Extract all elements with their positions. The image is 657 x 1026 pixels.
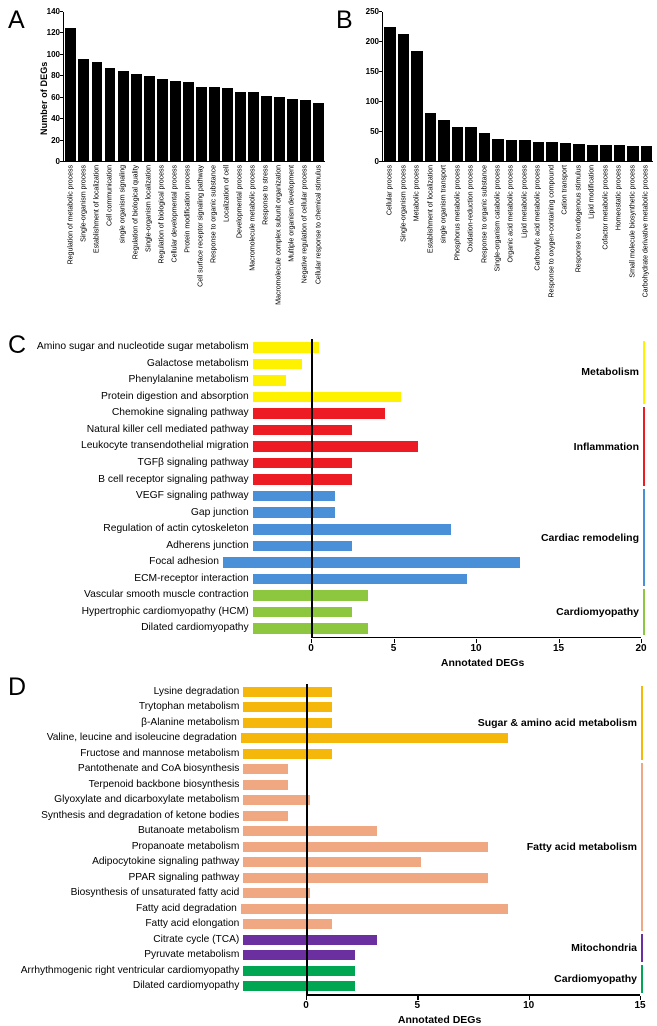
bar (118, 71, 129, 160)
bar-category-label: Hypertrophic cardiomyopathy (HCM) (81, 605, 249, 617)
axis-tick-label: 0 (303, 1000, 309, 1011)
bar-category-label: Glyoxylate and dicarboxylate metabolism (54, 794, 240, 806)
bar-category-label: Terpenoid backbone biosynthesis (88, 778, 240, 790)
bar (274, 97, 285, 161)
panel-b-bars (383, 12, 653, 161)
bar-category-label: Lysine degradation (153, 685, 240, 697)
bar-category-label: Valine, leucine and isoleucine degradation (46, 732, 237, 744)
bar (157, 79, 168, 161)
bar-category-label: Natural killer cell mediated pathway (86, 423, 249, 435)
group-label: Mitochondria (571, 941, 637, 954)
bar-category-label: Fructose and mannose metabolism (80, 747, 240, 759)
axis-tick-label: 10 (523, 1000, 535, 1011)
group-label: Cardiac remodeling (540, 531, 639, 544)
axis-tick-mark (311, 639, 312, 643)
axis-tick-mark (379, 11, 382, 12)
axis-tick-label: 0 (55, 157, 60, 166)
bar (65, 28, 76, 161)
bar-category-label: β-Alanine metabolism (141, 716, 240, 728)
axis-tick-label: 5 (390, 642, 397, 654)
bar-category-label: Fatty acid degradation (136, 902, 237, 914)
axis-tick-mark (60, 118, 63, 119)
bar-category-label: Vascular smooth muscle contraction (84, 589, 249, 601)
bar-category-label: Leukocyte transendothelial migration (80, 440, 249, 452)
panel-a-chart: Number of DEGs 0 20 40 60 80 100 120 140 Regulation of metabolic process Single-organism process Establishment of localization Cell communication single organism signaling Regulation of biological quality Single-organism localization Regulation of biological process Cellular developmental process Protein modification process Cell surface receptor signaling pathway Response to organic substance Localization of cell Developmental process Macromolecule metabolic process Response to stress Macromolecule complex subunit organization Multiple organism development Negative regulation of cellular process Cellular response to chemical stimulus (0, 0, 330, 330)
axis-tick-label: 5 (414, 1000, 421, 1011)
panel-c-chart (0, 330, 657, 670)
bar-category-label: Trytophan metabolism (138, 701, 240, 713)
axis-tick-label: 100 (365, 97, 379, 106)
bar-category-label: Focal adhesion (149, 556, 219, 568)
bar-category-label: Pantothenate and CoA biosynthesis (77, 763, 240, 775)
bar-category-label: Phenylalanine metabolism (128, 374, 249, 386)
bar (248, 92, 259, 161)
axis-tick-mark (559, 639, 560, 643)
y-axis-line (306, 684, 308, 994)
axis-tick-label: 20 (51, 135, 60, 145)
bar (144, 76, 155, 161)
bar-category-label: Gap junction (190, 506, 249, 518)
bar (222, 88, 233, 160)
bar-category-label: Amino sugar and nucleotide sugar metabolism (36, 341, 249, 353)
bar-category-label: B cell receptor signaling pathway (98, 473, 249, 485)
axis-tick-label: 0 (374, 157, 379, 166)
group-bracket (641, 686, 643, 761)
axis-tick-mark (529, 996, 530, 1000)
bar-category-label: Protein digestion and absorption (100, 390, 249, 402)
bar-category-label: Chemokine signaling pathway (111, 407, 249, 419)
bar (452, 127, 463, 161)
bar-category-label: Biosynthesis of unsaturated fatty acid (70, 887, 240, 899)
bar (627, 146, 638, 161)
axis-tick-mark (476, 639, 477, 643)
axis-tick-mark (379, 131, 382, 132)
group-label: Sugar & amino acid metabolism (477, 716, 637, 729)
bar (105, 68, 116, 160)
bar (261, 96, 272, 161)
bar (600, 145, 611, 160)
bar (300, 100, 311, 161)
bar (479, 133, 490, 160)
bar (313, 103, 324, 160)
bar-category-label: ECM-receptor interaction (134, 572, 249, 584)
panel-letter-b: B (336, 6, 353, 34)
axis-tick-mark (379, 41, 382, 42)
bar (560, 143, 571, 160)
bar-category-label: Dilated cardiomyopathy (141, 622, 249, 634)
bar (438, 120, 449, 160)
group-label: Inflammation (573, 440, 639, 453)
x-axis-title: Annotated DEGs (397, 1014, 482, 1026)
axis-tick-mark (60, 97, 63, 98)
axis-tick-label: 100 (46, 49, 60, 59)
bar (465, 127, 476, 160)
bar-category-label: TGFβ signaling pathway (137, 456, 249, 468)
bar (425, 113, 436, 161)
bar (209, 87, 220, 160)
bar (641, 146, 652, 161)
bar (519, 140, 530, 160)
bar (196, 87, 207, 160)
axis-tick-label: 150 (365, 67, 379, 76)
bar (506, 140, 517, 161)
bar-category-label: Adipocytokine signaling pathway (92, 856, 240, 868)
bar (614, 145, 625, 160)
group-bracket (641, 965, 643, 993)
group-bracket (643, 341, 645, 404)
axis-tick-mark (394, 639, 395, 643)
axis-tick-mark (379, 71, 382, 72)
bar (533, 142, 544, 160)
x-axis-line (306, 994, 640, 996)
bar-category-label: Galactose metabolism (146, 357, 249, 369)
axis-tick-label: 60 (51, 92, 60, 102)
group-bracket (643, 489, 645, 585)
panel-a-bars (64, 12, 325, 161)
bar-category-label: Adherens junction (166, 539, 249, 551)
axis-tick-mark (379, 161, 382, 162)
panel-d-chart (0, 672, 657, 1026)
axis-tick-label: 250 (365, 7, 379, 16)
panel-letter-d: D (8, 673, 27, 701)
axis-tick-mark (60, 32, 63, 33)
axis-tick-mark (60, 75, 63, 76)
bar (411, 51, 422, 160)
bar (398, 34, 409, 161)
axis-tick-mark (379, 101, 382, 102)
group-label: Cardiomyopathy (556, 605, 639, 618)
panel-a-y-axis-title: Number of DEGs (39, 61, 49, 135)
bar-category-label: Propanoate metabolism (131, 840, 240, 852)
bar (287, 99, 298, 161)
bar-category-label: Regulation of actin cytoskeleton (103, 523, 249, 535)
bar-category-label: Pyruvate metabolism (144, 949, 240, 961)
bar (235, 92, 246, 161)
bar-category-label: Fatty acid elongation (145, 918, 240, 930)
bar-category-label: VEGF signaling pathway (135, 490, 249, 502)
bar (573, 144, 584, 161)
axis-tick-mark (417, 996, 418, 1000)
bar (131, 74, 142, 161)
axis-tick-mark (60, 161, 63, 162)
axis-tick-label: 15 (634, 1000, 646, 1011)
axis-tick-label: 50 (370, 127, 379, 136)
axis-tick-label: 0 (308, 642, 314, 654)
y-axis-line (311, 339, 313, 637)
bar (492, 139, 503, 160)
axis-tick-label: 10 (470, 642, 482, 654)
axis-tick-mark (60, 54, 63, 55)
group-bracket (641, 934, 643, 962)
axis-tick-label: 40 (51, 114, 60, 124)
group-label: Fatty acid metabolism (526, 840, 637, 853)
bar-category-label: Dilated cardiomyopathy (132, 980, 240, 992)
axis-tick-mark (60, 140, 63, 141)
group-bracket (641, 763, 643, 931)
panel-b-chart: 0 50 100 150 200 250 Cellular process Single-organism process Metabolic process Establishment of localization single organism transport Phosphorus metabolic process Oxidation-reduction process Response to organic substance Single-organism catabolic process Organic acid metabolic process Lipid metabolic process Carboxylic acid metabolic process Response to oxygen-containing compound Cation transport Response to endogenous stimulus Lipid modification Cofactor metabolic process Homeostatic process Small molecule biosynthetic process Carbohydrate derivative metabolic process (330, 0, 657, 330)
axis-tick-mark (306, 996, 307, 1000)
axis-tick-mark (641, 639, 642, 643)
panel-letter-c: C (8, 331, 27, 359)
axis-tick-mark (640, 996, 641, 1000)
group-bracket (643, 407, 645, 487)
bar (92, 62, 103, 161)
x-axis-title: Annotated DEGs (440, 656, 525, 669)
bar (78, 59, 89, 161)
panel-c-axis-area (0, 339, 657, 669)
bar-category-label: PPAR signaling pathway (128, 871, 240, 883)
bar-category-label: Synthesis and degradation of ketone bodies (41, 809, 240, 821)
axis-tick-mark (60, 11, 63, 12)
axis-tick-label: 140 (46, 7, 60, 16)
group-label: Metabolism (581, 365, 639, 378)
bar (183, 82, 194, 161)
bar-category-label: Citrate cycle (TCA) (153, 933, 240, 945)
axis-tick-label: 80 (51, 71, 60, 81)
panel-d-axis-area (0, 684, 657, 1026)
group-label: Cardiomyopathy (554, 972, 637, 985)
axis-tick-label: 200 (365, 37, 379, 46)
bar (546, 142, 557, 160)
bar (587, 145, 598, 160)
axis-tick-label: 15 (552, 642, 565, 654)
group-bracket (643, 589, 645, 636)
axis-tick-label: 120 (46, 28, 60, 38)
axis-tick-label: 20 (635, 642, 647, 654)
bar-category-label: Arrhythmogenic right ventricular cardiomyopathy (20, 964, 240, 976)
bar (170, 81, 181, 161)
panel-letter-a: A (8, 6, 25, 34)
bar (384, 27, 395, 161)
bar-category-label: Butanoate metabolism (137, 825, 240, 837)
